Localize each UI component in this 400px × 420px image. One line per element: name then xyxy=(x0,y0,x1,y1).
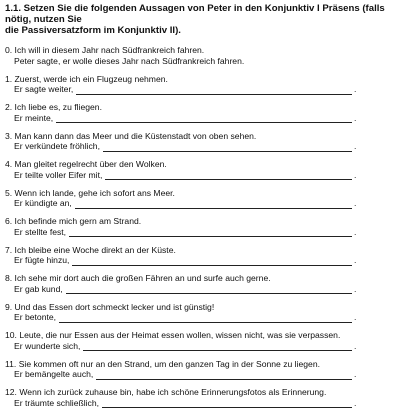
answer-blank-line[interactable] xyxy=(105,170,352,180)
item-prompt: Er meinte, xyxy=(14,112,54,123)
answer-blank-line[interactable] xyxy=(96,370,352,380)
item-prompt: Er kündigte an, xyxy=(14,198,72,208)
example-item xyxy=(5,45,392,66)
exercise-item xyxy=(5,74,392,95)
example-sentence: 0. Ich will in diesem Jahr nach Südfrankreich fahren. xyxy=(5,45,205,55)
answer-blank-line[interactable] xyxy=(72,256,352,266)
item-prompt: Er sagte weiter, xyxy=(14,84,74,94)
item-sentence: 1. Zuerst, werde ich ein Flugzeug nehmen. xyxy=(5,73,168,84)
item-prompt: Er wunderte sich, xyxy=(14,340,81,351)
answer-blank-line[interactable] xyxy=(103,142,352,152)
item-sentence: 8. Ich sehe mir dort auch die großen Fähren an und surfe auch gerne. xyxy=(5,273,271,283)
item-answer-row xyxy=(5,398,392,409)
item-sentence: 2. Ich liebe es, zu fliegen. xyxy=(5,102,102,112)
line-end-dot: . xyxy=(354,198,357,208)
item-answer-row xyxy=(5,141,392,152)
exercise-item xyxy=(5,245,392,266)
item-sentence: 9. Und das Essen dort schmeckt lecker und ist günstig! xyxy=(5,301,215,312)
exercise-item xyxy=(5,102,392,123)
item-sentence: 11. Sie kommen oft nur an den Strand, um den ganzen Tag in der Sonne zu liegen. xyxy=(5,358,320,369)
line-end-dot: . xyxy=(354,226,357,237)
item-answer-row xyxy=(5,369,392,380)
line-end-dot: . xyxy=(354,340,357,351)
answer-blank-line[interactable] xyxy=(69,227,352,237)
item-sentence: 5. Wenn ich lande, gehe ich sofort ans Meer. xyxy=(5,187,175,198)
exercise-item xyxy=(5,188,392,209)
exercise-item xyxy=(5,159,392,180)
item-prompt: Er fügte hinzu, xyxy=(14,255,70,265)
item-answer-row xyxy=(5,284,392,295)
item-sentence: 10. Leute, die nur Essen aus der Heimat essen wollen, wissen nicht, was sie verpassen. xyxy=(5,330,341,340)
exercise-item xyxy=(5,273,392,294)
item-sentence: 4. Man gleitet regelrecht über den Wolken. xyxy=(5,159,167,169)
line-end-dot: . xyxy=(354,283,357,294)
answer-blank-line[interactable] xyxy=(83,341,352,351)
item-prompt: Er bemängelte auch, xyxy=(14,369,94,379)
line-end-dot: . xyxy=(354,169,357,180)
exercise-item xyxy=(5,359,392,380)
title-line-1: 1.1. Setzen Sie die folgenden Aussagen von Peter in den Konjunktiv I Präsens (falls nötig, nutzen Sie xyxy=(5,3,385,25)
item-prompt: Er träumte schließlich, xyxy=(14,397,100,408)
exercise-title xyxy=(5,3,392,36)
exercise-item xyxy=(5,330,392,351)
item-prompt: Er stellte fest, xyxy=(14,226,67,237)
item-sentence: 6. Ich befinde mich gern am Strand. xyxy=(5,216,142,226)
item-answer-row xyxy=(5,84,392,95)
exercise-item xyxy=(5,387,392,408)
item-prompt: Er gab kund, xyxy=(14,283,63,294)
item-sentence: 7. Ich bleibe eine Woche direkt an der Küste. xyxy=(5,244,176,255)
item-answer-row xyxy=(5,341,392,352)
line-end-dot: . xyxy=(354,312,357,322)
item-sentence: 3. Man kann dann das Meer und die Küstenstadt von oben sehen. xyxy=(5,130,257,141)
exercise-item xyxy=(5,131,392,152)
item-answer-row xyxy=(5,198,392,209)
answer-blank-line[interactable] xyxy=(75,199,352,209)
answer-blank-line[interactable] xyxy=(76,85,352,95)
item-answer-row xyxy=(5,170,392,181)
item-answer-row xyxy=(5,113,392,124)
line-end-dot: . xyxy=(354,397,357,408)
answer-blank-line[interactable] xyxy=(66,284,352,294)
answer-blank-line[interactable] xyxy=(102,398,352,408)
item-answer-row xyxy=(5,312,392,323)
line-end-dot: . xyxy=(354,141,357,151)
exercise-item xyxy=(5,302,392,323)
answer-blank-line[interactable] xyxy=(59,313,352,323)
item-answer-row xyxy=(5,227,392,238)
item-prompt: Er teilte voller Eifer mit, xyxy=(14,169,103,180)
item-prompt: Er betonte, xyxy=(14,312,57,322)
item-sentence: 12. Wenn ich zurück zuhause bin, habe ich schöne Erinnerungsfotos als Erinnerung. xyxy=(5,387,327,397)
line-end-dot: . xyxy=(354,369,357,379)
item-answer-row xyxy=(5,255,392,266)
line-end-dot: . xyxy=(354,255,357,265)
line-end-dot: . xyxy=(354,112,357,123)
line-end-dot: . xyxy=(354,84,357,94)
title-line-2: die Passiversatzform im Konjunktiv II). xyxy=(5,25,181,36)
item-prompt: Er verkündete fröhlich, xyxy=(14,141,100,151)
answer-blank-line[interactable] xyxy=(56,113,352,123)
exercise-item xyxy=(5,216,392,237)
example-answer: Peter sagte, er wolle dieses Jahr nach Südfrankreich fahren. xyxy=(14,55,245,66)
